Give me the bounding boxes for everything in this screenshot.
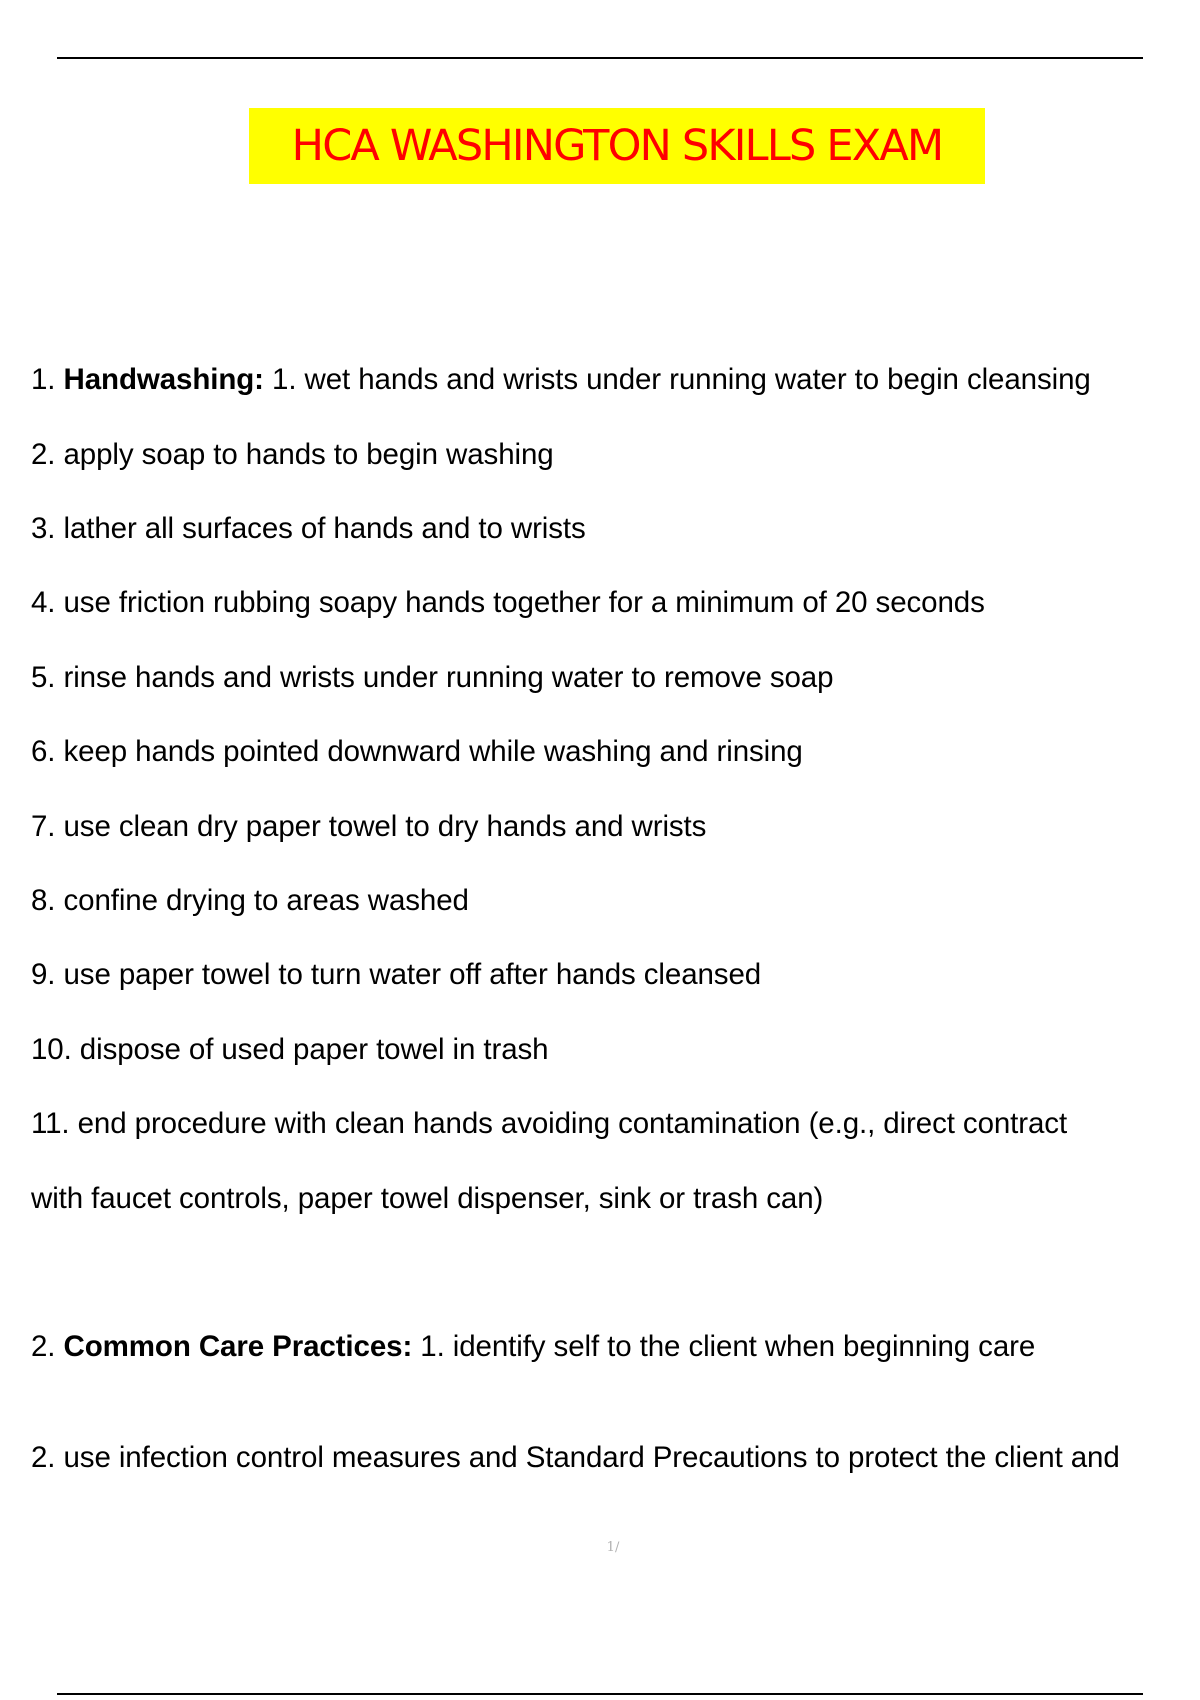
page-number: 1/ [606,1540,620,1555]
step-line: with faucet controls, paper towel dispenser, sink or trash can) [31,1182,824,1215]
section-heading: Handwashing: [63,363,264,396]
section-2-heading-line [31,1329,1035,1365]
step-line: 7. use clean dry paper towel to dry hands and wrists [31,810,707,843]
document-title: HCA WASHINGTON SKILLS EXAM [291,120,943,171]
step-line: 10. dispose of used paper towel in trash [31,1033,549,1066]
step-text: 1. wet hands and wrists under running water to begin cleansing [272,363,1091,396]
step-line: 11. end procedure with clean hands avoiding contamination (e.g., direct contract [31,1107,1068,1140]
section-number: 2. [31,1330,56,1363]
step-line: 8. confine drying to areas washed [31,884,469,917]
step-line: 2. use infection control measures and Standard Precautions to protect the client and [31,1441,1120,1474]
step-line: 2. apply soap to hands to begin washing [31,438,554,471]
step-line: 5. rinse hands and wrists under running water to remove soap [31,661,834,694]
section-1-heading-line [31,362,1091,398]
section-number: 1. [31,363,56,396]
step-line: 4. use friction rubbing soapy hands together for a minimum of 20 seconds [31,586,985,619]
section-heading: Common Care Practices: [63,1330,413,1363]
step-line: 3. lather all surfaces of hands and to wrists [31,512,586,545]
top-rule [57,57,1143,59]
step-line: 9. use paper towel to turn water off after hands cleansed [31,958,762,991]
title-highlight [249,108,985,184]
step-line: 6. keep hands pointed downward while washing and rinsing [31,735,803,768]
step-text: 1. identify self to the client when beginning care [420,1330,1036,1363]
bottom-rule [57,1693,1143,1695]
